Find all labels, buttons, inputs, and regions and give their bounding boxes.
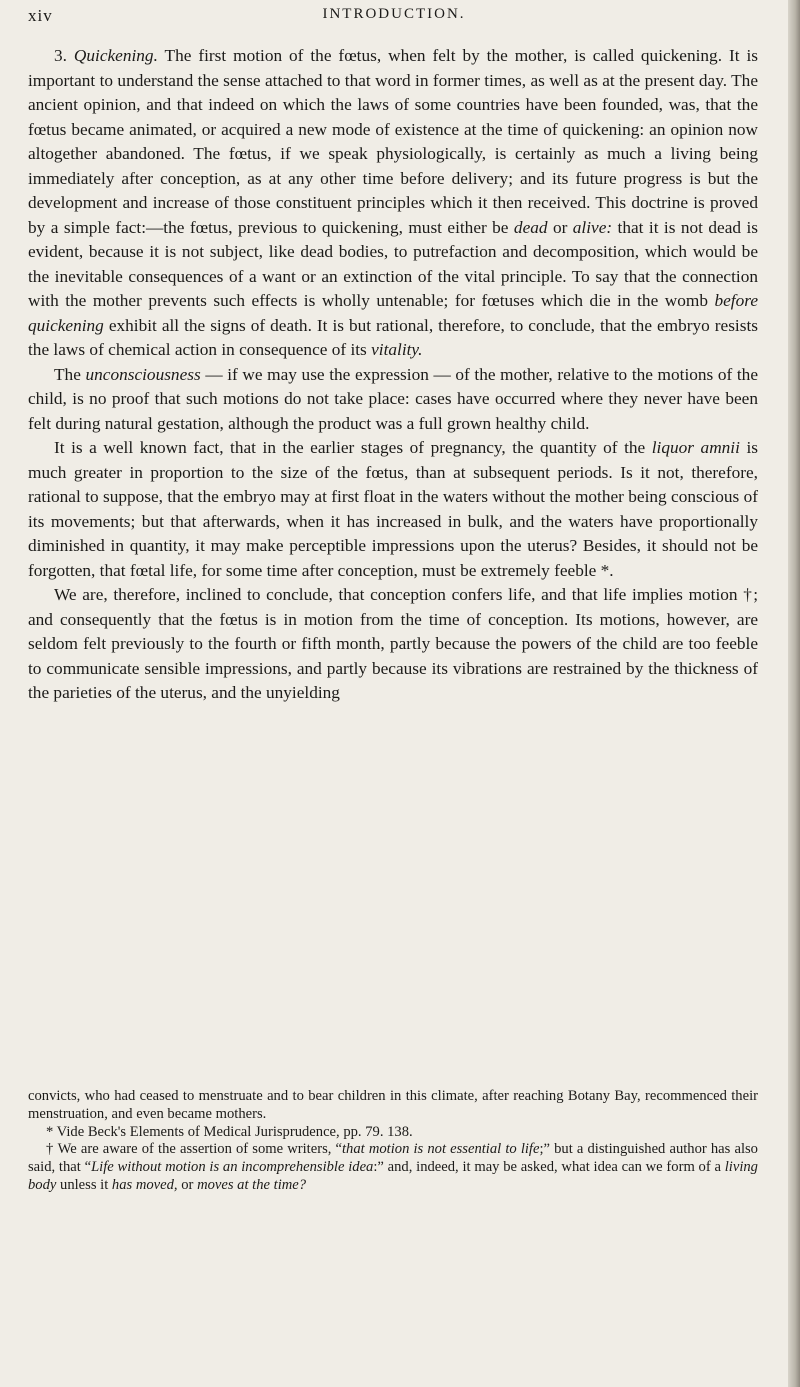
paragraph-liquor-amnii: [28, 436, 758, 583]
body-text: [28, 44, 758, 706]
italic-quote: Life without motion is an incomprehensible idea: [91, 1159, 374, 1176]
italic-quote: has moved,: [111, 1176, 178, 1193]
paragraph-conclusion: We are, therefore, inclined to conclude, that conception confers life, and that life implies motion †; and consequently that the fœtus is in motion from the time of conception. Its motions, however, are seldom felt previously to the fourth or fifth month, partly because the powers of the child are too feeble to communicate sensible impressions, and partly because its vibrations are restrained by the thickness of the parieties of the uterus, and the unyielding: [28, 585, 758, 702]
text-run: exhibit all the signs of death. It is but rational, therefore, to conclude, that the embryo resists the laws of chemical action in consequence of its: [28, 315, 758, 359]
text-run: or: [547, 217, 573, 237]
text-run: ;” but a distinguished author has also said, that “: [28, 1141, 758, 1176]
page-header: [28, 6, 760, 28]
italic-quote: living body: [28, 1159, 758, 1193]
text-run: unless it: [56, 1176, 112, 1193]
paragraph-quickening: [28, 44, 758, 363]
italic-term: unconsciousness: [85, 364, 201, 384]
running-head: INTRODUCTION.: [322, 6, 466, 22]
footnote-dagger: [28, 1141, 758, 1194]
text-run: :” and, indeed, it may be asked, what idea can we form of a: [373, 1159, 725, 1176]
italic-quote: that motion is not essential to life: [342, 1141, 540, 1158]
paragraph-unconsciousness: [28, 363, 758, 437]
section-title: Quickening.: [73, 46, 158, 65]
italic-quote: moves at the time?: [197, 1176, 307, 1193]
footnote-continuation: convicts, who had ceased to menstruate and to bear children in this climate, after reaching Botany Bay, recommenced their menstruation, and even became mothers.: [28, 1088, 758, 1122]
text-run: The: [54, 364, 86, 384]
text-run: † We are aware of the assertion of some writers, “: [46, 1141, 342, 1158]
italic-term: liquor amnii: [651, 438, 740, 457]
section-number: 3.: [54, 46, 67, 65]
text-run: or: [177, 1176, 198, 1193]
footnotes: [28, 1088, 758, 1195]
text-run: is much greater in proportion to the size of the fœtus, than at subsequent periods. Is it not, therefore, rational to suppose, that the embryo may at first float in the waters without the mother being conscious of its movements; but that afterwards, when it has increased in bulk, and the waters have proportionally diminished in quantity, it may make perceptible impressions upon the uterus? Besides, it should not be forgotten, that fœtal life, for some time after conception, must be extremely feeble *.: [28, 438, 758, 580]
text-run: The first motion of the fœtus, when felt by the mother, is called quickening. It is important to understand the sense attached to that word in former times, as well as at the present day. The ancient opinion, and that indeed on which the laws of some countries have been founded, was, that the fœtus became animated, or acquired a new mode of existence at the time of quickening: an opinion now altogether abandoned. The fœtus, if we speak physiologically, is certainly as much a living being immediately after conception, as at any other time before delivery; and its future progress is but the development and increase of those constituent principles which it then received. This doctrine is proved by a simple fact:—the fœtus, previous to quickening, must either be: [28, 46, 758, 237]
italic-term: before quickening: [28, 291, 758, 335]
footnote-star: * Vide Beck's Elements of Medical Jurisprudence, pp. 79. 138.: [46, 1123, 413, 1140]
page-edge-shadow: [788, 0, 800, 1387]
page-number: xiv: [28, 6, 53, 25]
text-run: — if we may use the expression — of the mother, relative to the motions of the child, is no proof that such motions do not take place: cases have occurred where they never have been felt during natural gestation, although the product was a full grown healthy child.: [28, 364, 758, 433]
italic-term: vitality.: [371, 340, 423, 359]
text-run: that it is not dead is evident, because it is not subject, like dead bodies, to putrefaction and decomposition, which would be the inevitable consequences of a want or an extinction of the vital principle. To say that the connection with the mother prevents such effects is wholly untenable; for fœtuses which die in the womb: [28, 217, 758, 310]
text-run: It is a well known fact, that in the earlier stages of pregnancy, the quantity of the: [54, 438, 652, 457]
italic-term: alive:: [572, 217, 613, 237]
italic-term: dead: [513, 217, 548, 237]
